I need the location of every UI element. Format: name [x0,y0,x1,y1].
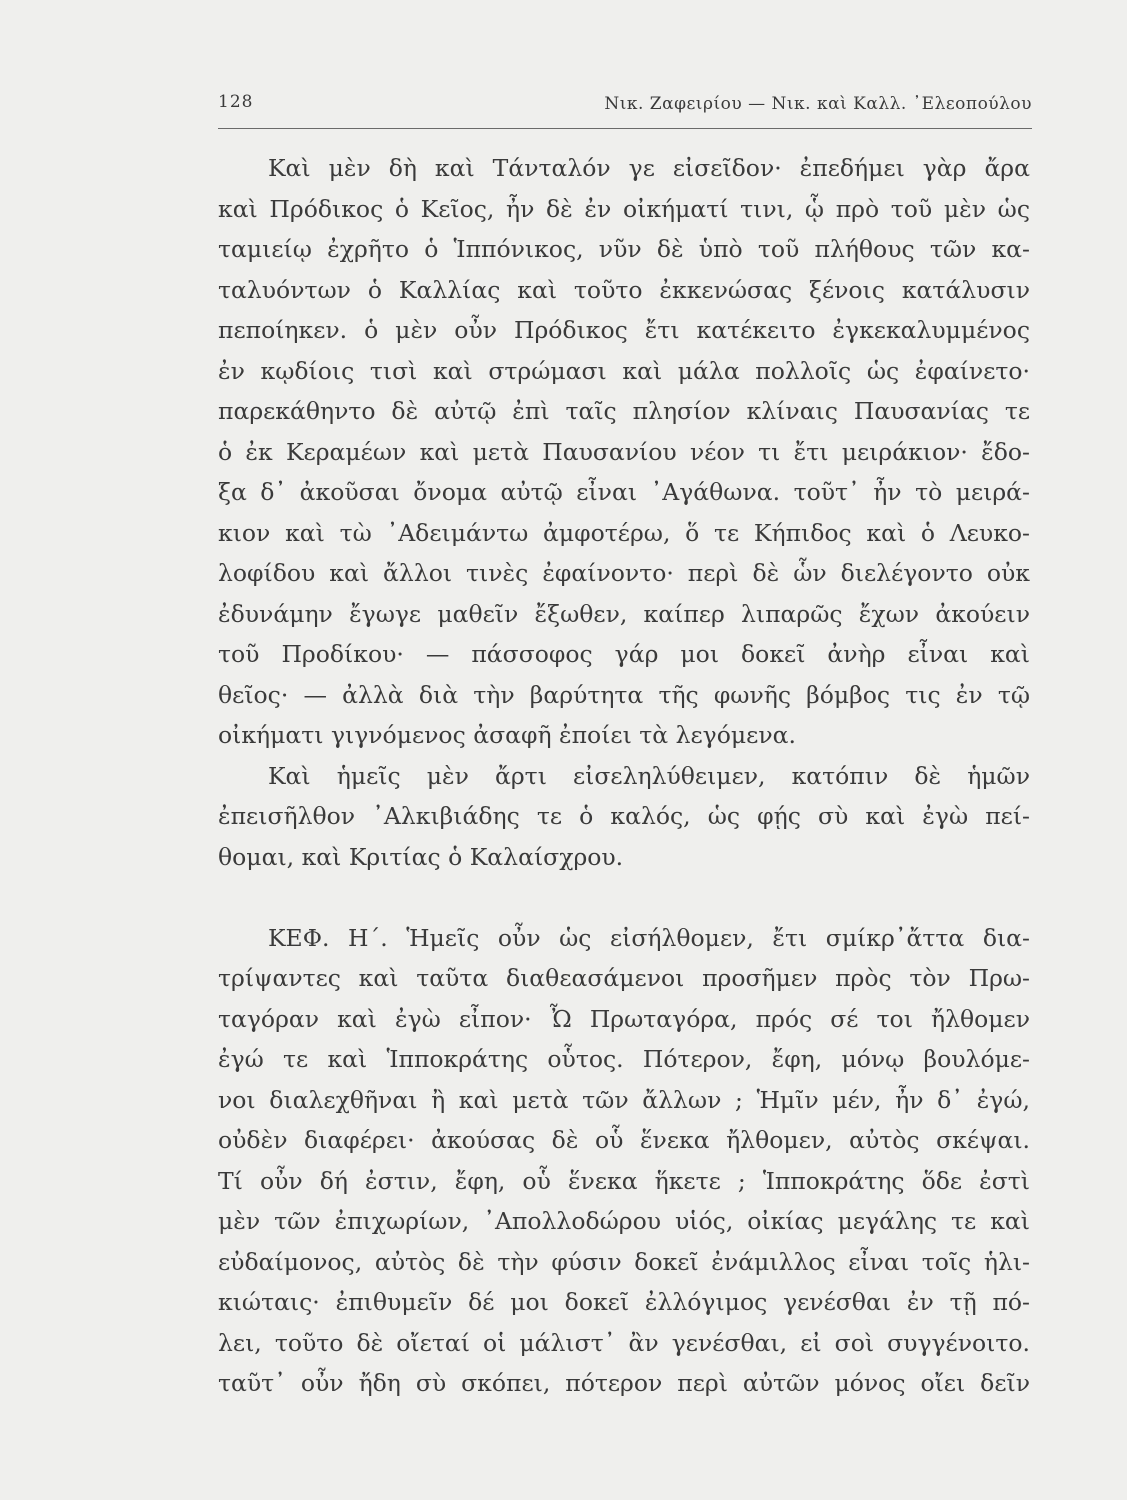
text-line: ὁ ἐκ Κεραμέων καὶ μετὰ Παυσανίου νέον τι ἔτι μειράκιον· ἔδο- [218,437,1030,466]
text-line: παρεκάθηντο δὲ αὐτῷ ἐπὶ ταῖς πλησίον κλίναις Παυσανίας τε [218,397,1030,425]
text-line: πεποίηκεν. ὁ μὲν οὖν Πρόδικος ἔτι κατέκειτο ἐγκεκαλυμμένος [218,316,1030,344]
text-line: Τί οὖν δή ἐστιν, ἔφη, οὗ ἕνεκα ἥκετε ; Ἱπποκράτης ὅδε ἐστὶ [218,1166,1030,1195]
text-line: τοῦ Προδίκου· — πάσσοφος γάρ μοι δοκεῖ ἀνὴρ εἶναι καὶ [218,640,1030,668]
text-line: Καὶ μὲν δὴ καὶ Τάνταλόν γε εἰσεῖδον· ἐπεδήμει γὰρ ἄρα [268,154,1030,182]
text-line: ἐν κῳδίοις τισὶ καὶ στρώμασι καὶ μάλα πολλοῖς ὡς ἐφαίνετο· [218,356,1030,385]
text-line: κιον καὶ τὼ ᾿Αδειμάντω ἀμφοτέρω, ὅ τε Κήπιδος καὶ ὁ Λευκο- [218,518,1030,547]
body-text [218,148,1030,1404]
text-line: κιώταις· ἐπιθυμεῖν δέ μοι δοκεῖ ἐλλόγιμος γενέσθαι ἐν τῇ πό- [218,1288,1030,1316]
text-line: τρίψαντες καὶ ταῦτα διαθεασάμενοι προσῆμεν πρὸς τὸν Πρω- [218,964,1030,992]
text-line: ἐδυνάμην ἔγωγε μαθεῖν ἔξωθεν, καίπερ λιπαρῶς ἔχων ἀκούειν [218,599,1030,628]
section-gap [218,877,1030,918]
text-line: μὲν τῶν ἐπιχωρίων, ᾿Απολλοδώρου υἱός, οἰκίας μεγάλης τε καὶ [218,1207,1030,1235]
page-header [218,88,1032,128]
text-line: ταλυόντων ὁ Καλλίας καὶ τοῦτο ἐκκενώσας ξένοις κατάλυσιν [218,275,1030,304]
text-line: ἐπεισῆλθον ᾿Αλκιβιάδης τε ὁ καλός, ὡς φῄς σὺ καὶ ἐγὼ πεί- [218,802,1030,830]
header-rule [218,128,1032,129]
text-line: καὶ Πρόδικος ὁ Κεῖος, ἦν δὲ ἐν οἰκήματί τινι, ᾧ πρὸ τοῦ μὲν ὡς [218,194,1030,223]
text-line: ταῦτ᾿ οὖν ἤδη σὺ σκόπει, πότερον περὶ αὐτῶν μόνος οἴει δεῖν [218,1369,1030,1397]
text-line: ξα δ᾿ ἀκοῦσαι ὄνομα αὐτῷ εἶναι ᾿Αγάθωνα. τοῦτ᾿ ἦν τὸ μειρά- [218,478,1030,506]
text-line: θεῖος· — ἀλλὰ διὰ τὴν βαρύτητα τῆς φωνῆς βόμβος τις ἐν τῷ [218,680,1030,709]
text-line: λοφίδου καὶ ἄλλοι τινὲς ἐφαίνοντο· περὶ δὲ ὧν διελέγοντο οὐκ [218,559,1030,587]
text-line: θομαι, καὶ Κριτίας ὁ Καλαίσχρου. [218,842,624,871]
text-line: νοι διαλεχθῆναι ἢ καὶ μετὰ τῶν ἄλλων ; Ἡμῖν μέν, ἦν δ᾿ ἐγώ, [218,1085,1030,1114]
text-line: ἐγώ τε καὶ Ἱπποκράτης οὗτος. Πότερον, ἔφη, μόνῳ βουλόμε- [218,1045,1030,1073]
text-line: ταμιείῳ ἐχρῆτο ὁ Ἱππόνικος, νῦν δὲ ὑπὸ τοῦ πλήθους τῶν κα- [218,235,1030,263]
text-line: ΚΕΦ. Η΄. Ἡμεῖς οὖν ὡς εἰσήλθομεν, ἔτι σμίκρ᾿ἄττα δια- [268,923,1030,952]
text-line: λει, τοῦτο δὲ οἴεταί οἱ μάλιστ᾿ ἂν γενέσθαι, εἰ σοὶ συγγένοιτο. [218,1328,1030,1357]
text-line: ταγόραν καὶ ἐγὼ εἶπον· Ὦ Πρωταγόρα, πρός σέ τοι ἤλθομεν [218,1004,1030,1033]
running-head: Νικ. Ζαφειρίου — Νικ. καὶ Καλλ. ᾿Ελεοπούλου [604,94,1032,114]
text-line: εὐδαίμονος, αὐτὸς δὲ τὴν φύσιν δοκεῖ ἐνάμιλλος εἶναι τοῖς ἡλι- [218,1247,1030,1276]
text-line: οἰκήματι γιγνόμενος ἀσαφῆ ἐποίει τὰ λεγόμενα. [218,721,796,749]
text-line: Καὶ ἡμεῖς μὲν ἄρτι εἰσεληλύθειμεν, κατόπιν δὲ ἡμῶν [268,761,1030,790]
text-line: οὐδὲν διαφέρει· ἀκούσας δὲ οὗ ἕνεκα ἤλθομεν, αὐτὸς σκέψαι. [218,1126,1030,1154]
page-number: 128 [218,92,254,112]
